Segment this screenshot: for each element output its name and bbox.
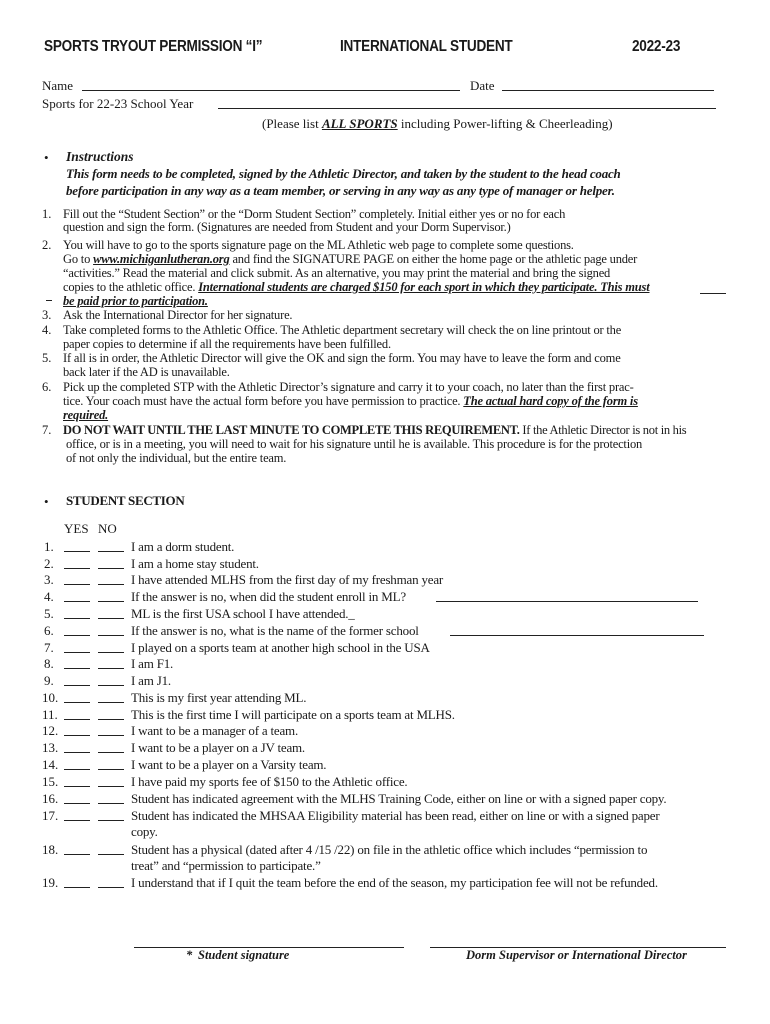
- yes-initial-blank[interactable]: [64, 820, 90, 821]
- sports-note: [262, 116, 613, 131]
- step-2-underline-lead: [46, 300, 52, 301]
- yes-initial-blank[interactable]: [64, 719, 90, 720]
- question-text: I am a dorm student.: [131, 539, 235, 554]
- step-7-number: 7.: [42, 423, 52, 437]
- step-2-underline-tail: [700, 293, 726, 294]
- form-year: 2022-23: [632, 38, 681, 55]
- question-number: 7.: [44, 640, 54, 655]
- yes-initial-blank[interactable]: [64, 769, 90, 770]
- question-number: 17.: [42, 808, 59, 823]
- question-number: 9.: [44, 673, 54, 688]
- no-initial-blank[interactable]: [98, 668, 124, 669]
- step-1-line-1: Fill out the “Student Section” or the “Dorm Student Section” completely. Initial either yes or no for each: [63, 207, 566, 221]
- question-text: Student has indicated agreement with the MLHS Training Code, either on line or with a signed paper copy.: [131, 791, 667, 806]
- form-title: SPORTS TRYOUT PERMISSION “I”: [44, 38, 263, 55]
- student-signature-label: Student signature: [198, 948, 290, 962]
- instructions-heading: Instructions: [66, 149, 134, 164]
- yes-initial-blank[interactable]: [64, 685, 90, 686]
- step-6-line-2-pre: tice. Your coach must have the actual form before you have permission to practice.: [63, 394, 464, 408]
- question-number: 19.: [42, 875, 59, 890]
- question-text: I want to be a player on a JV team.: [131, 740, 305, 755]
- question-number: 8.: [44, 656, 54, 671]
- supervisor-signature-label: Dorm Supervisor or International Director: [466, 948, 687, 962]
- question-text: Student has indicated the MHSAA Eligibility material has been read, either on line or with a signed paper: [131, 808, 660, 823]
- no-initial-blank[interactable]: [98, 735, 124, 736]
- yes-initial-blank[interactable]: [64, 887, 90, 888]
- step-1-line-2: question and sign the form. (Signatures are needed from Student and your Dorm Supervisor.): [63, 220, 511, 234]
- step-2-line-4: [63, 280, 650, 295]
- step-7-line-1-post: If the Athletic Director is not in his: [519, 423, 687, 437]
- no-initial-blank[interactable]: [98, 601, 124, 602]
- sports-note-emphasis: ALL SPORTS: [321, 116, 398, 131]
- yes-initial-blank[interactable]: [64, 568, 90, 569]
- step-5-line-2: back later if the AD is unavailable.: [63, 365, 230, 379]
- question-text: This is the first time I will participate on a sports team at MLHS.: [131, 707, 455, 722]
- student-signature-star: *: [186, 948, 193, 962]
- step-6-number: 6.: [42, 380, 52, 394]
- no-initial-blank[interactable]: [98, 618, 124, 619]
- step-7-line-3: of not only the individual, but the entire team.: [66, 451, 287, 465]
- step-7-line-1: [63, 423, 686, 438]
- question-text: I am F1.: [131, 656, 174, 671]
- question-number: 1.: [44, 539, 54, 554]
- step-5-number: 5.: [42, 351, 52, 365]
- step-2-line-2-pre: Go to: [63, 252, 94, 266]
- question-text: I want to be a player on a Varsity team.: [131, 757, 327, 772]
- step-6-line-2: [63, 394, 638, 409]
- student-section-bullet: •: [44, 494, 49, 509]
- question-number: 2.: [44, 556, 54, 571]
- step-2-line-5: be paid prior to participation.: [63, 294, 208, 308]
- question-text: I played on a sports team at another high school in the USA: [131, 640, 430, 655]
- step-6-line-3: required.: [63, 408, 109, 422]
- yes-initial-blank[interactable]: [64, 854, 90, 855]
- column-yes-label: YES: [64, 521, 89, 536]
- no-initial-blank[interactable]: [98, 820, 124, 821]
- step-4-line-1: Take completed forms to the Athletic Office. The Athletic department secretary will check the on line printout or the: [63, 323, 622, 337]
- no-initial-blank[interactable]: [98, 887, 124, 888]
- yes-initial-blank[interactable]: [64, 803, 90, 804]
- step-6-line-1: Pick up the completed STP with the Athletic Director’s signature and carry it to your coach, no later than the first prac-: [63, 380, 634, 394]
- sports-note-pre: (Please list: [262, 116, 322, 131]
- answer-field[interactable]: [436, 601, 698, 602]
- question-text: If the answer is no, what is the name of the former school: [131, 623, 419, 638]
- step-7-line-2: office, or is in a meeting, you will need to wait for his signature until he is available. This procedure is for the protection: [66, 437, 643, 451]
- instructions-bullet: •: [44, 150, 49, 165]
- question-text-continued: treat” and “permission to participate.”: [131, 858, 321, 873]
- yes-initial-blank[interactable]: [64, 752, 90, 753]
- yes-initial-blank[interactable]: [64, 584, 90, 585]
- step-2-line-3: “activities.” Read the material and click submit. As an alternative, you may print the material and bring the signed: [63, 266, 611, 280]
- no-initial-blank[interactable]: [98, 685, 124, 686]
- question-number: 12.: [42, 723, 59, 738]
- yes-initial-blank[interactable]: [64, 635, 90, 636]
- no-initial-blank[interactable]: [98, 854, 124, 855]
- yes-initial-blank[interactable]: [64, 702, 90, 703]
- step-6-hard-copy-notice: The actual hard copy of the form is: [463, 394, 638, 408]
- question-text: I have attended MLHS from the first day of my freshman year: [131, 572, 444, 587]
- yes-initial-blank[interactable]: [64, 618, 90, 619]
- instructions-intro-1: This form needs to be completed, signed by the Athletic Director, and taken by the student to the head coach: [66, 166, 621, 181]
- step-2-line-2-post: and find the SIGNATURE PAGE on either the home page or the athletic page under: [229, 252, 638, 266]
- question-number: 5.: [44, 606, 54, 621]
- step-2-line-4-pre: copies to the athletic office.: [63, 280, 199, 294]
- no-initial-blank[interactable]: [98, 702, 124, 703]
- step-2-line-1: You will have to go to the sports signature page on the ML Athletic web page to complete some questions.: [63, 238, 574, 252]
- no-initial-blank[interactable]: [98, 551, 124, 552]
- yes-initial-blank[interactable]: [64, 652, 90, 653]
- question-text: I am a home stay student.: [131, 556, 259, 571]
- step-2-line-2: [63, 252, 637, 267]
- step-4-number: 4.: [42, 323, 52, 337]
- student-section-heading: STUDENT SECTION: [66, 493, 185, 508]
- yes-initial-blank[interactable]: [64, 668, 90, 669]
- question-number: 13.: [42, 740, 59, 755]
- column-no-label: NO: [98, 521, 117, 536]
- no-initial-blank[interactable]: [98, 584, 124, 585]
- no-initial-blank[interactable]: [98, 803, 124, 804]
- question-number: 11.: [42, 707, 58, 722]
- step-2-fee-notice: International students are charged $150 for each sport in which they participate. This must: [198, 280, 650, 294]
- question-number: 14.: [42, 757, 59, 772]
- step-3-line-1: Ask the International Director for her signature.: [63, 308, 293, 322]
- no-initial-blank[interactable]: [98, 752, 124, 753]
- sports-field[interactable]: [218, 108, 716, 109]
- question-text: Student has a physical (dated after 4 /15 /22) on file in the athletic office which includes “permission to: [131, 842, 648, 857]
- yes-initial-blank[interactable]: [64, 735, 90, 736]
- question-number: 16.: [42, 791, 59, 806]
- question-text: I want to be a manager of a team.: [131, 723, 299, 738]
- step-1-number: 1.: [42, 207, 52, 221]
- date-label: Date: [470, 78, 495, 93]
- question-text: I understand that if I quit the team before the end of the season, my participation fee will not be refunded.: [131, 875, 658, 890]
- question-number: 3.: [44, 572, 54, 587]
- question-number: 4.: [44, 589, 54, 604]
- step-7-warning: DO NOT WAIT UNTIL THE LAST MINUTE TO COMPLETE THIS REQUIREMENT.: [63, 423, 520, 437]
- question-text: I am J1.: [131, 673, 171, 688]
- question-number: 15.: [42, 774, 59, 789]
- question-number: 18.: [42, 842, 59, 857]
- no-initial-blank[interactable]: [98, 786, 124, 787]
- no-initial-blank[interactable]: [98, 568, 124, 569]
- step-3-number: 3.: [42, 308, 52, 322]
- sports-label: Sports for 22-23 School Year: [42, 96, 194, 111]
- question-text: If the answer is no, when did the student enroll in ML?: [131, 589, 406, 604]
- no-initial-blank[interactable]: [98, 769, 124, 770]
- date-field[interactable]: [502, 90, 714, 91]
- name-field[interactable]: [82, 90, 460, 91]
- yes-initial-blank[interactable]: [64, 786, 90, 787]
- answer-field[interactable]: [450, 635, 704, 636]
- yes-initial-blank[interactable]: [64, 601, 90, 602]
- step-5-line-1: If all is in order, the Athletic Director will give the OK and sign the form. You may have to leave the form and come: [63, 351, 621, 365]
- no-initial-blank[interactable]: [98, 652, 124, 653]
- name-label: Name: [42, 78, 74, 93]
- question-text-continued: copy.: [131, 824, 158, 839]
- step-4-line-2: paper copies to determine if all the requirements have been fulfilled.: [63, 337, 391, 351]
- no-initial-blank[interactable]: [98, 635, 124, 636]
- no-initial-blank[interactable]: [98, 719, 124, 720]
- step-2-number: 2.: [42, 238, 52, 252]
- form-category: INTERNATIONAL STUDENT: [340, 38, 513, 55]
- question-number: 6.: [44, 623, 54, 638]
- instructions-intro-2: before participation in any way as a team member, or serving in any way as any type of manager or helper.: [66, 183, 615, 198]
- michiganlutheran-link[interactable]: www.michiganlutheran.org: [93, 252, 230, 266]
- yes-initial-blank[interactable]: [64, 551, 90, 552]
- sports-note-post: including Power-lifting & Cheerleading): [397, 116, 613, 131]
- question-text: ML is the first USA school I have attended._: [131, 606, 355, 621]
- question-text: This is my first year attending ML.: [131, 690, 307, 705]
- question-number: 10.: [42, 690, 59, 705]
- question-text: I have paid my sports fee of $150 to the Athletic office.: [131, 774, 408, 789]
